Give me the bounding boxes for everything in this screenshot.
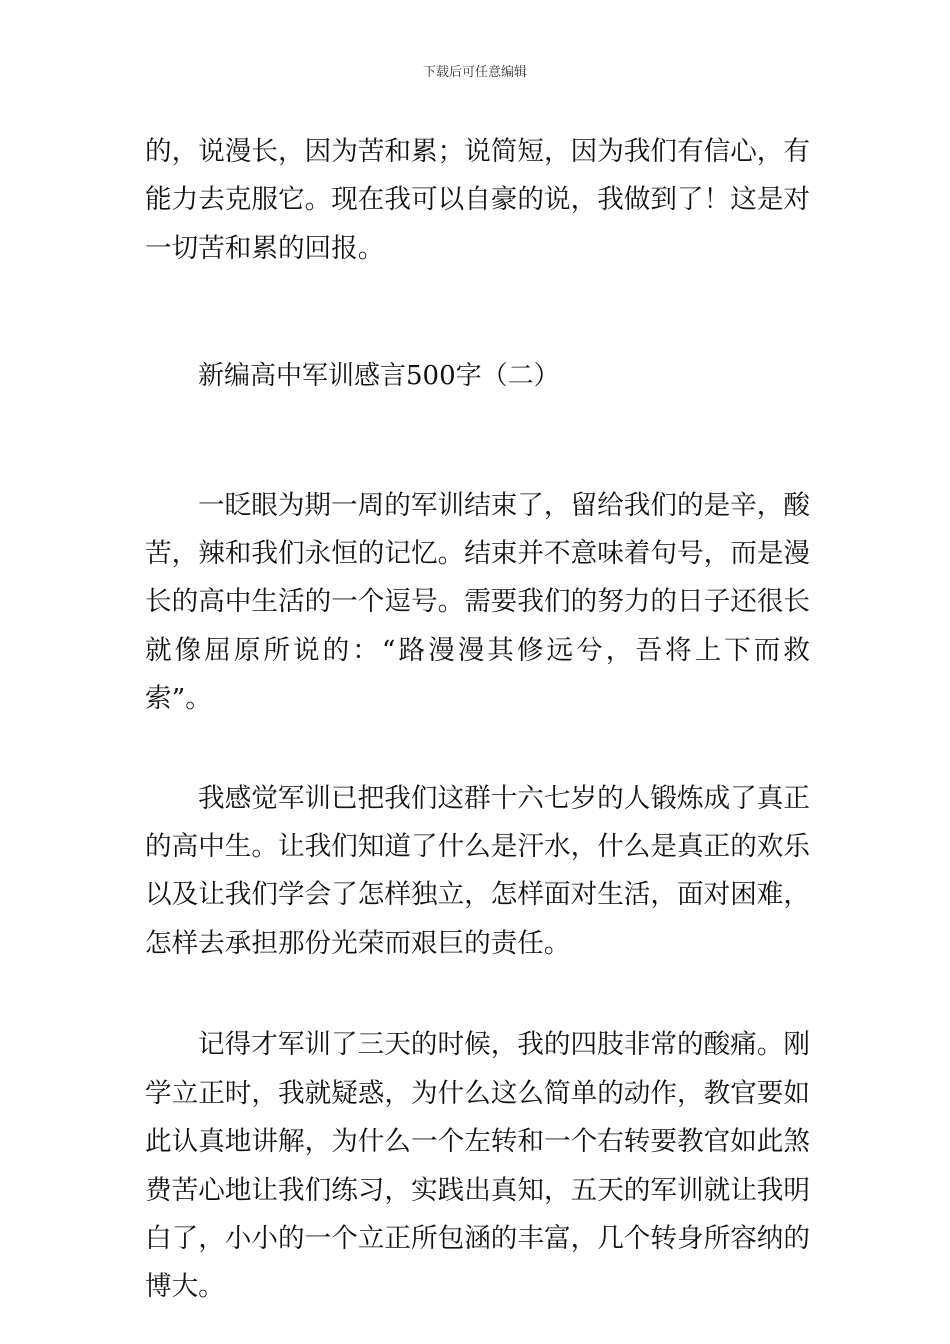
page-header: 下载后可任意编辑 [422,65,527,80]
paragraph-3: 记得才军训了三天的时候，我的四肢非常的酸痛。刚学立正时，我就疑惑，为什么这么简单的动作，教官要如此认真地讲解，为什么一个左转和一个右转要教官如此煞费苦心地让我们练习，实践出真知，五天的军训就让我明白了，小小的一个立正所包涵的丰富，几个转身所容纳的博大。 [145,1029,810,1303]
paragraph-1: 一眨眼为期一周的军训结束了，留给我们的是辛，酸苦，辣和我们永恒的记忆。结束并不意味着句号，而是漫长的高中生活的一个逗号。需要我们的努力的日子还很长就像屈原所说的：“路漫漫其修远兮，吾将上下而救索”。 [145,489,810,715]
document-body [145,128,810,1312]
section-title: 新编高中军训感言500字（二） [198,361,560,392]
paragraph-2: 我感觉军训已把我们这群十六七岁的人锻炼成了真正的高中生。让我们知道了什么是汗水，什么是真正的欢乐以及让我们学会了怎样独立，怎样面对生活，面对困难，怎样去承担那份光荣而艰巨的责任。 [145,782,810,959]
paragraph-continuation: 的，说漫长，因为苦和累；说简短，因为我们有信心，有能力去克服它。现在我可以自豪的说，我做到了！这是对一切苦和累的回报。 [145,136,810,264]
